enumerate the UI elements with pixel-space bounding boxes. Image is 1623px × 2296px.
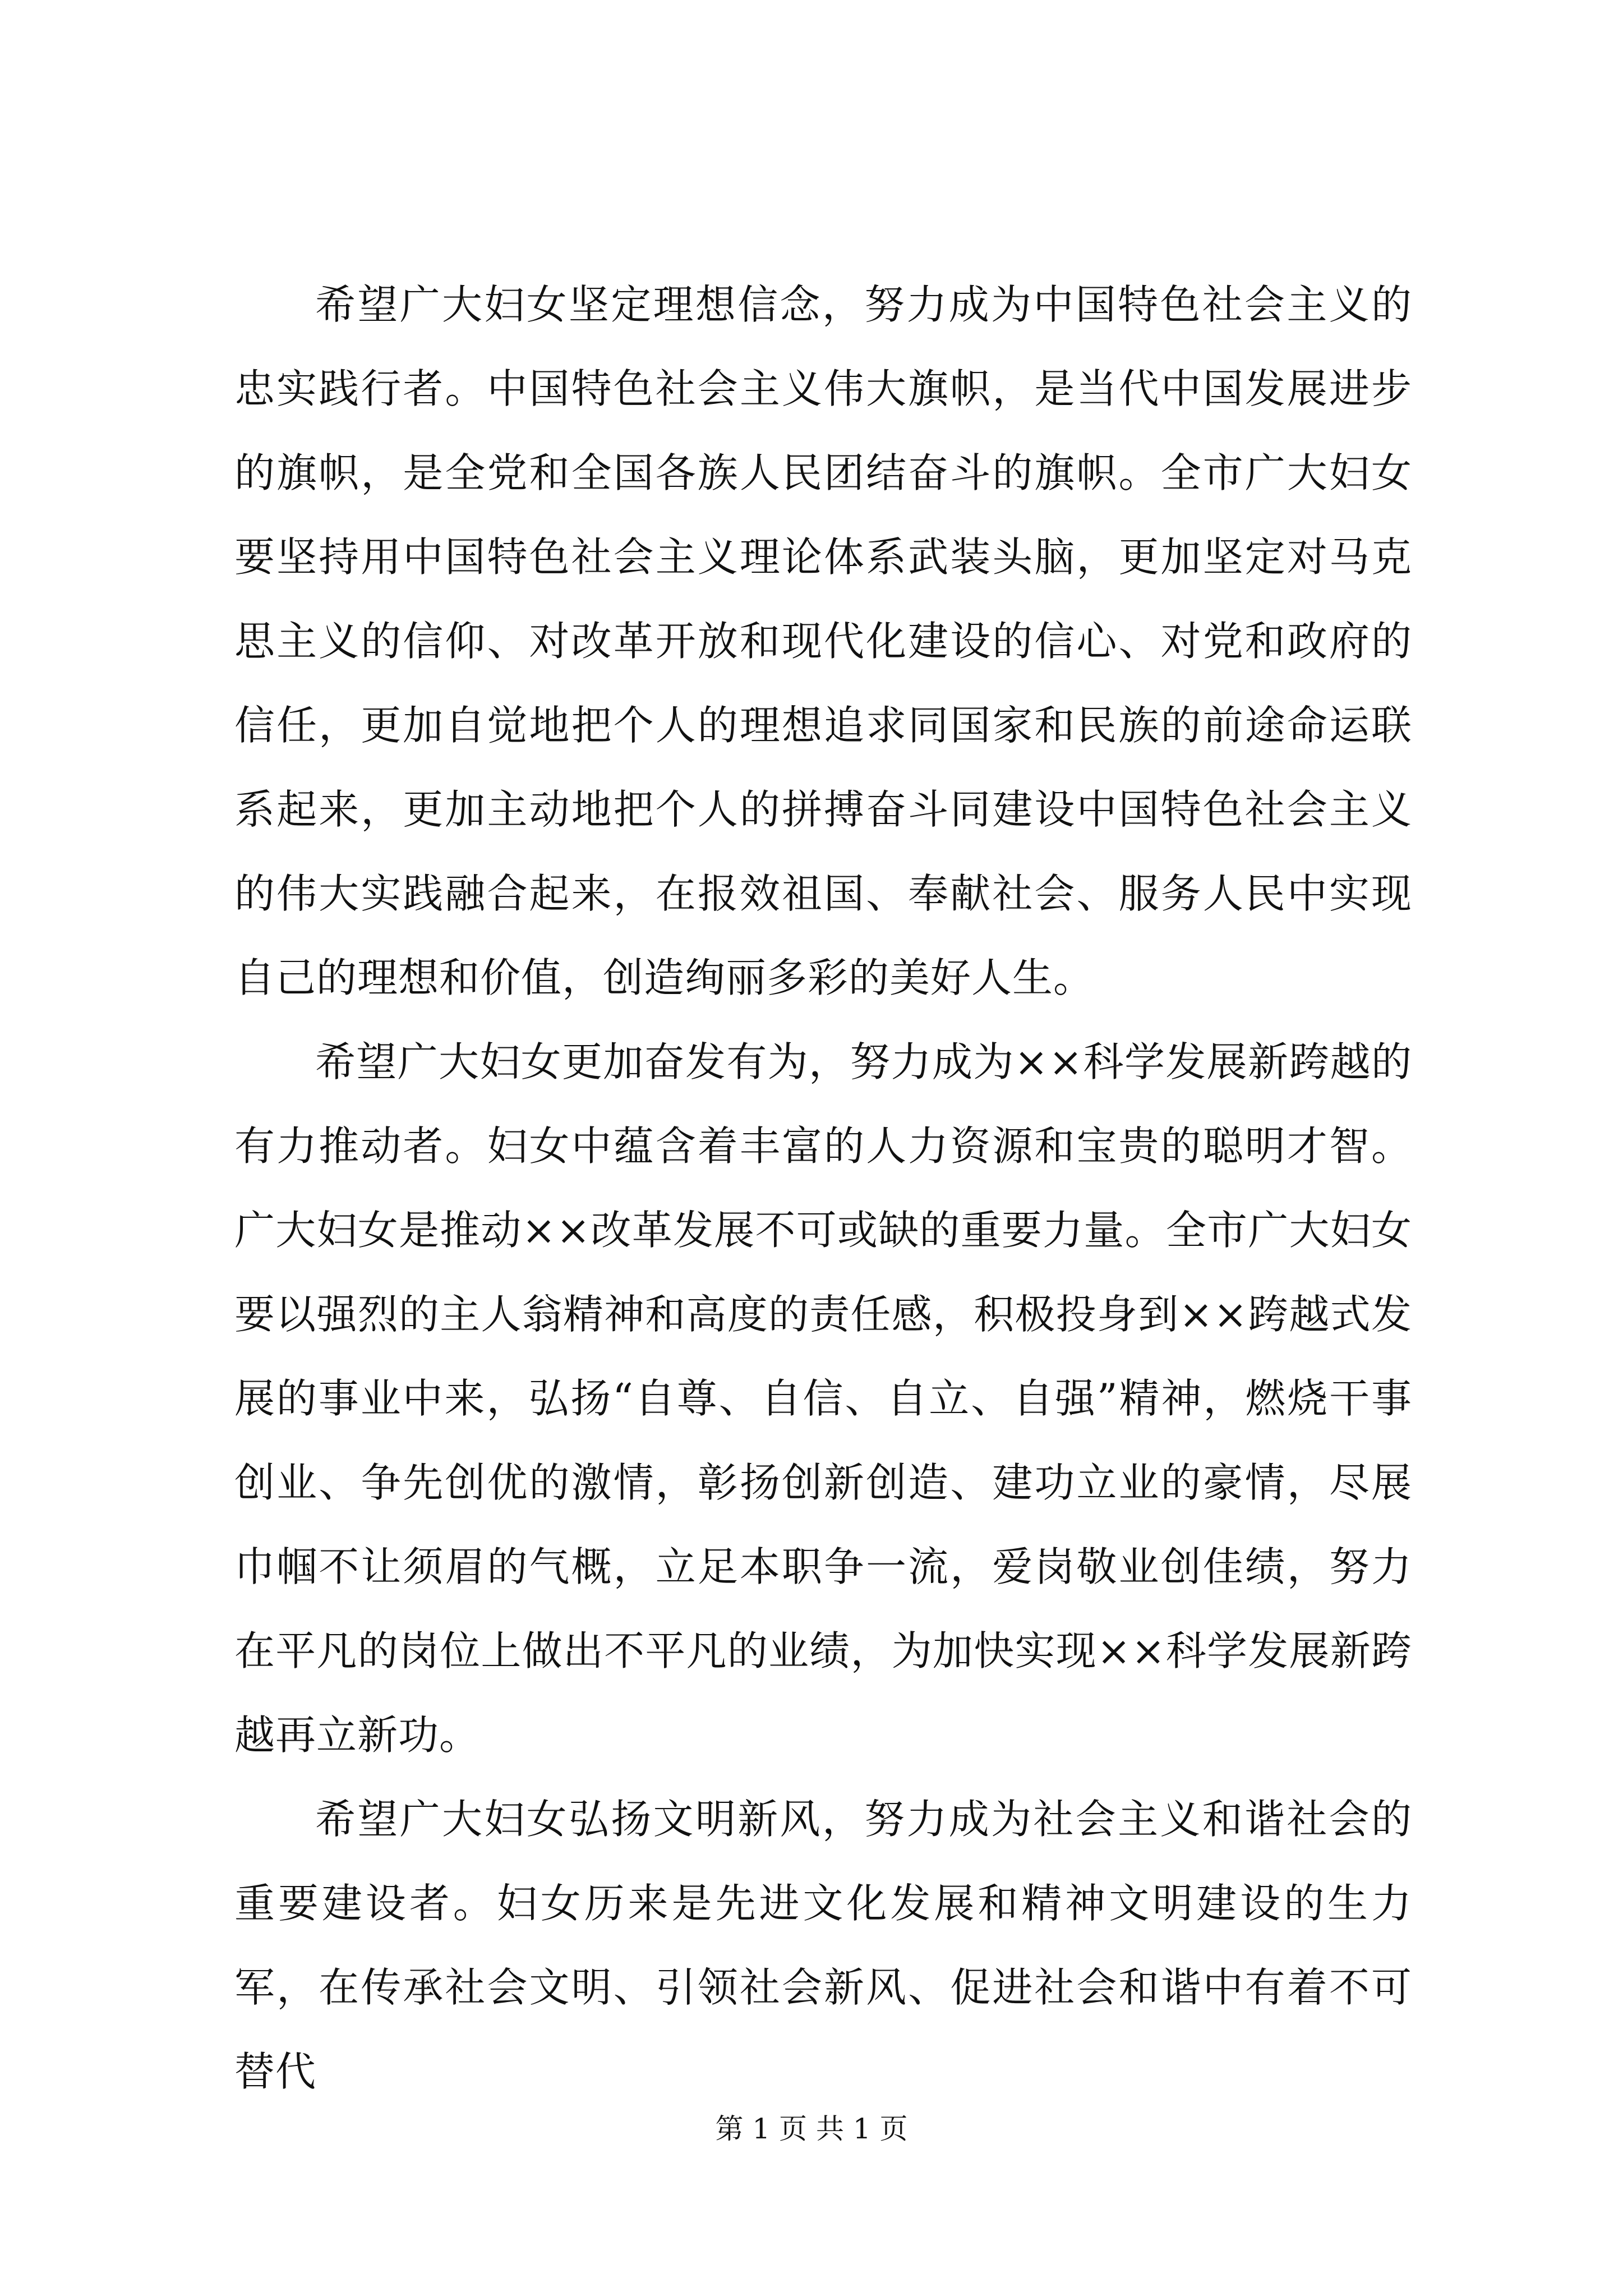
body-text [234, 263, 1412, 2114]
paragraph-3: 希望广大妇女弘扬文明新风，努力成为社会主义和谐社会的重要建设者。妇女历来是先进文化发展和精神文明建设的生力军，在传承社会文明、引领社会新风、促进社会和谐中有着不可替代 [234, 1796, 1412, 2095]
paragraph-1: 希望广大妇女坚定理想信念，努力成为中国特色社会主义的忠实践行者。中国特色社会主义伟大旗帜，是当代中国发展进步的旗帜，是全党和全国各族人民团结奋斗的旗帜。全市广大妇女要坚持用中国特色社会主义理论体系武装头脑，更加坚定对马克思主义的信仰、对改革开放和现代化建设的信心、对党和政府的信任，更加自觉地把个人的理想追求同国家和民族的前途命运联系起来，更加主动地把个人的拼搏奋斗同建设中国特色社会主义的伟大实践融合起来，在报效祖国、奉献社会、服务人民中实现自己的理想和价值，创造绚丽多彩的美好人生。 [234, 281, 1412, 1001]
page-footer: 第 1 页 共 1 页 [715, 2113, 908, 2145]
paragraph-2: 希望广大妇女更加奋发有为，努力成为××科学发展新跨越的有力推动者。妇女中蕴含着丰富的人力资源和宝贵的聪明才智。广大妇女是推动××改革发展不可或缺的重要力量。全市广大妇女要以强烈的主人翁精神和高度的责任感，积极投身到××跨越式发展的事业中来，弘扬“自尊、自信、自立、自强”精神，燃烧干事创业、争先创优的激情，彰扬创新创造、建功立业的豪情，尽展巾帼不让须眉的气概，立足本职争一流，爱岗敬业创佳绩，努力在平凡的岗位上做出不平凡的业绩，为加快实现××科学发展新跨越再立新功。 [234, 1038, 1412, 1759]
